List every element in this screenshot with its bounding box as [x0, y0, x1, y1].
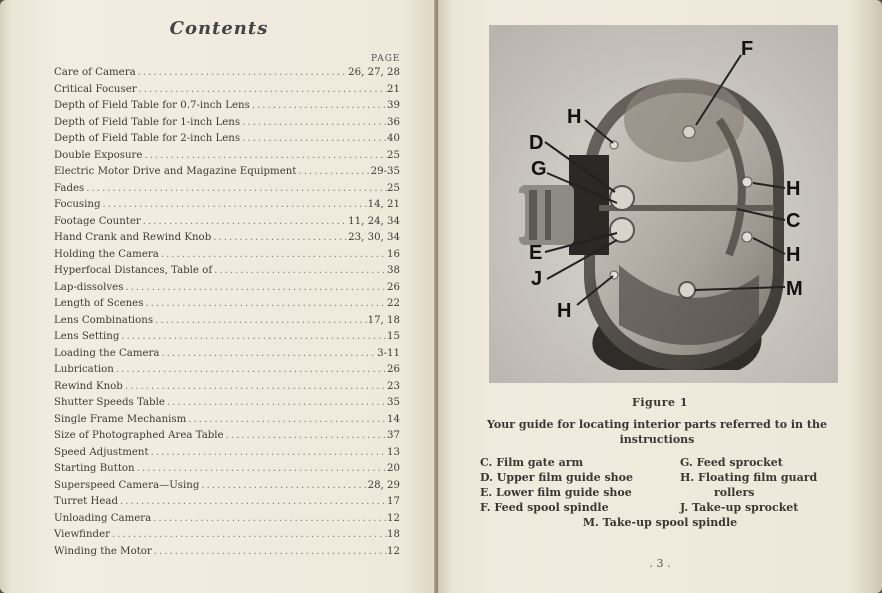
legend-item-H-cont: rollers [714, 486, 755, 499]
photo-label-H-right-1: H [786, 178, 801, 200]
dot-leader [186, 414, 387, 425]
photo-label-F: F [741, 38, 754, 60]
entry-pages: 36 [387, 116, 400, 128]
photo-label-C: C [786, 210, 801, 232]
legend-item-M: M. Take-up spool spindle [582, 516, 738, 529]
entry-title: Superspeed Camera—Using [54, 479, 200, 491]
entry-pages: 17, 18 [367, 314, 400, 326]
entry-title: Footage Counter [54, 215, 141, 227]
entry-pages: 15 [387, 331, 400, 342]
entry-title: Rewind Knob [54, 380, 123, 392]
dot-leader [100, 199, 367, 210]
contents-entry [54, 414, 400, 431]
dot-leader [152, 546, 387, 557]
entry-pages: 12 [387, 512, 400, 524]
contents-entry [54, 100, 400, 117]
entry-title: Length of Scenes [54, 298, 144, 309]
dot-leader [224, 430, 387, 441]
entry-pages: 14 [387, 413, 400, 425]
entry-pages: 28, 29 [367, 479, 400, 491]
dot-leader [151, 513, 387, 524]
entry-pages: 26 [387, 364, 400, 375]
entry-pages: 23 [387, 380, 400, 392]
dot-leader [143, 298, 387, 309]
dot-leader [199, 480, 367, 491]
entry-title: Care of Camera [54, 67, 136, 78]
dot-leader [136, 67, 349, 78]
contents-entry [54, 282, 400, 299]
entry-pages: 39 [387, 100, 400, 111]
entry-pages: 18 [387, 529, 400, 540]
contents-entry [54, 331, 400, 348]
entry-pages: 38 [387, 265, 400, 276]
entry-title: Electric Motor Drive and Magazine Equipment [54, 166, 297, 177]
dot-leader [296, 166, 370, 177]
entry-title: Size of Photographed Area Table [54, 430, 224, 441]
entry-pages: 11, 24, 34 [348, 215, 400, 227]
dot-leader [211, 232, 348, 243]
entry-title: Viewfinder [54, 529, 110, 540]
entry-title: Focusing [54, 199, 101, 210]
photo-label-H-top: H [567, 106, 582, 128]
photo-label-E: E [529, 242, 543, 264]
dot-leader [110, 529, 387, 540]
contents-entry [54, 117, 400, 134]
page-column-header: PAGE [371, 54, 401, 64]
parts-legend-left [480, 455, 680, 515]
contents-entry [54, 397, 400, 414]
entry-title: Speed Adjustment [54, 446, 149, 458]
entry-title: Shutter Speeds Table [54, 397, 165, 408]
contents-entry [54, 183, 400, 200]
figure-title: Figure 1 [632, 396, 688, 409]
dot-leader [165, 397, 387, 408]
contents-entry [54, 249, 400, 266]
entry-title: Lap-dissolves [54, 281, 124, 293]
page-number: . 3 . [649, 557, 671, 570]
entry-pages: 37 [387, 430, 400, 441]
contents-entry [54, 265, 400, 282]
contents-entry [54, 546, 400, 563]
entry-pages: 20 [387, 463, 400, 474]
entry-pages: 26 [387, 281, 400, 293]
entry-title: Winding the Motor [54, 545, 152, 557]
entry-pages: 3-11 [377, 347, 400, 359]
legend-item-D: D. Upper film guide shoe [480, 471, 633, 484]
contents-entry [54, 216, 400, 233]
dot-leader [250, 100, 387, 111]
entry-title: Depth of Field Table for 1-inch Lens [54, 116, 241, 128]
entry-pages: 12 [387, 545, 400, 557]
camera-illustration [489, 25, 838, 383]
contents-entry [54, 166, 400, 183]
contents-entry [54, 496, 400, 513]
contents-title: Contents [169, 18, 269, 39]
contents-entry [54, 67, 400, 84]
contents-entry [54, 133, 400, 150]
photo-label-J: J [531, 268, 543, 290]
entry-title: Lens Combinations [54, 314, 154, 326]
dot-leader [142, 150, 387, 161]
entry-title: Lens Setting [54, 331, 120, 342]
entry-title: Holding the Camera [54, 248, 159, 260]
contents-list [54, 67, 400, 562]
entry-title: Hyperfocal Distances, Table of [54, 265, 213, 276]
dot-leader [149, 447, 387, 458]
contents-entry [54, 463, 400, 480]
legend-item-E: E. Lower film guide shoe [480, 486, 632, 499]
entry-pages: 13 [387, 446, 400, 458]
photo-label-G: G [531, 158, 547, 180]
contents-entry [54, 480, 400, 497]
dot-leader [240, 117, 387, 128]
entry-title: Unloading Camera [54, 512, 152, 524]
entry-pages: 25 [387, 182, 400, 194]
dot-leader [160, 348, 378, 359]
dot-leader [137, 84, 387, 95]
entry-title: Loading the Camera [54, 347, 160, 359]
entry-title: Lubrication [54, 364, 114, 375]
entry-pages: 40 [387, 133, 400, 144]
figure-caption: Your guide for locating interior parts referred to in the instructions [487, 418, 827, 446]
entry-pages: 25 [387, 149, 400, 161]
legend-item-C: C. Film gate arm [480, 456, 584, 469]
dot-leader [153, 315, 367, 326]
photo-label-H-right-2: H [786, 244, 801, 266]
contents-entry [54, 232, 400, 249]
entry-title: Depth of Field Table for 0.7-inch Lens [54, 100, 250, 111]
entry-pages: 17 [387, 496, 400, 507]
entry-pages: 23, 30, 34 [348, 232, 400, 243]
contents-entry [54, 84, 400, 101]
contents-entry [54, 348, 400, 365]
dot-leader [118, 496, 387, 507]
dot-leader [240, 133, 387, 144]
entry-title: Turret Head [54, 496, 118, 507]
camera-interior-photo [489, 25, 838, 383]
entry-title: Double Exposure [54, 149, 143, 161]
legend-item-G: G. Feed sprocket [680, 456, 783, 469]
contents-entry [54, 199, 400, 216]
photo-label-D: D [529, 132, 544, 154]
entry-title: Single Frame Mechanism [54, 413, 187, 425]
entry-title: Starting Button [54, 463, 135, 474]
dot-leader [114, 364, 387, 375]
contents-entry [54, 513, 400, 530]
entry-pages: 26, 27, 28 [348, 67, 400, 78]
contents-entry [54, 430, 400, 447]
dot-leader [123, 282, 387, 293]
entry-title: Hand Crank and Rewind Knob [54, 232, 212, 243]
entry-title: Depth of Field Table for 2-inch Lens [54, 133, 241, 144]
left-page [0, 0, 438, 593]
dot-leader [84, 183, 387, 194]
entry-title: Critical Focuser [54, 83, 137, 95]
legend-item-H: H. Floating film guard [680, 471, 818, 484]
contents-entry [54, 381, 400, 398]
contents-entry [54, 447, 400, 464]
entry-pages: 16 [387, 248, 400, 260]
entry-pages: 14, 21 [367, 199, 400, 210]
legend-item-J: J. Take-up sprocket [680, 501, 799, 514]
entry-pages: 29-35 [370, 166, 400, 177]
legend-item-F: F. Feed spool spindle [480, 501, 609, 514]
dot-leader [141, 216, 348, 227]
dot-leader [123, 381, 387, 392]
contents-entry [54, 529, 400, 546]
photo-label-H-bottom: H [557, 300, 572, 322]
parts-legend-right [680, 455, 830, 515]
dot-leader [135, 463, 387, 474]
contents-entry [54, 364, 400, 381]
contents-entry [54, 298, 400, 315]
dot-leader [159, 249, 387, 260]
contents-entry [54, 150, 400, 167]
contents-entry [54, 315, 400, 332]
entry-pages: 21 [387, 83, 400, 95]
dot-leader [119, 331, 387, 342]
entry-pages: 22 [387, 298, 400, 309]
entry-pages: 35 [387, 397, 400, 408]
dot-leader [212, 265, 387, 276]
photo-label-M: M [786, 278, 803, 300]
entry-title: Fades [54, 182, 85, 194]
